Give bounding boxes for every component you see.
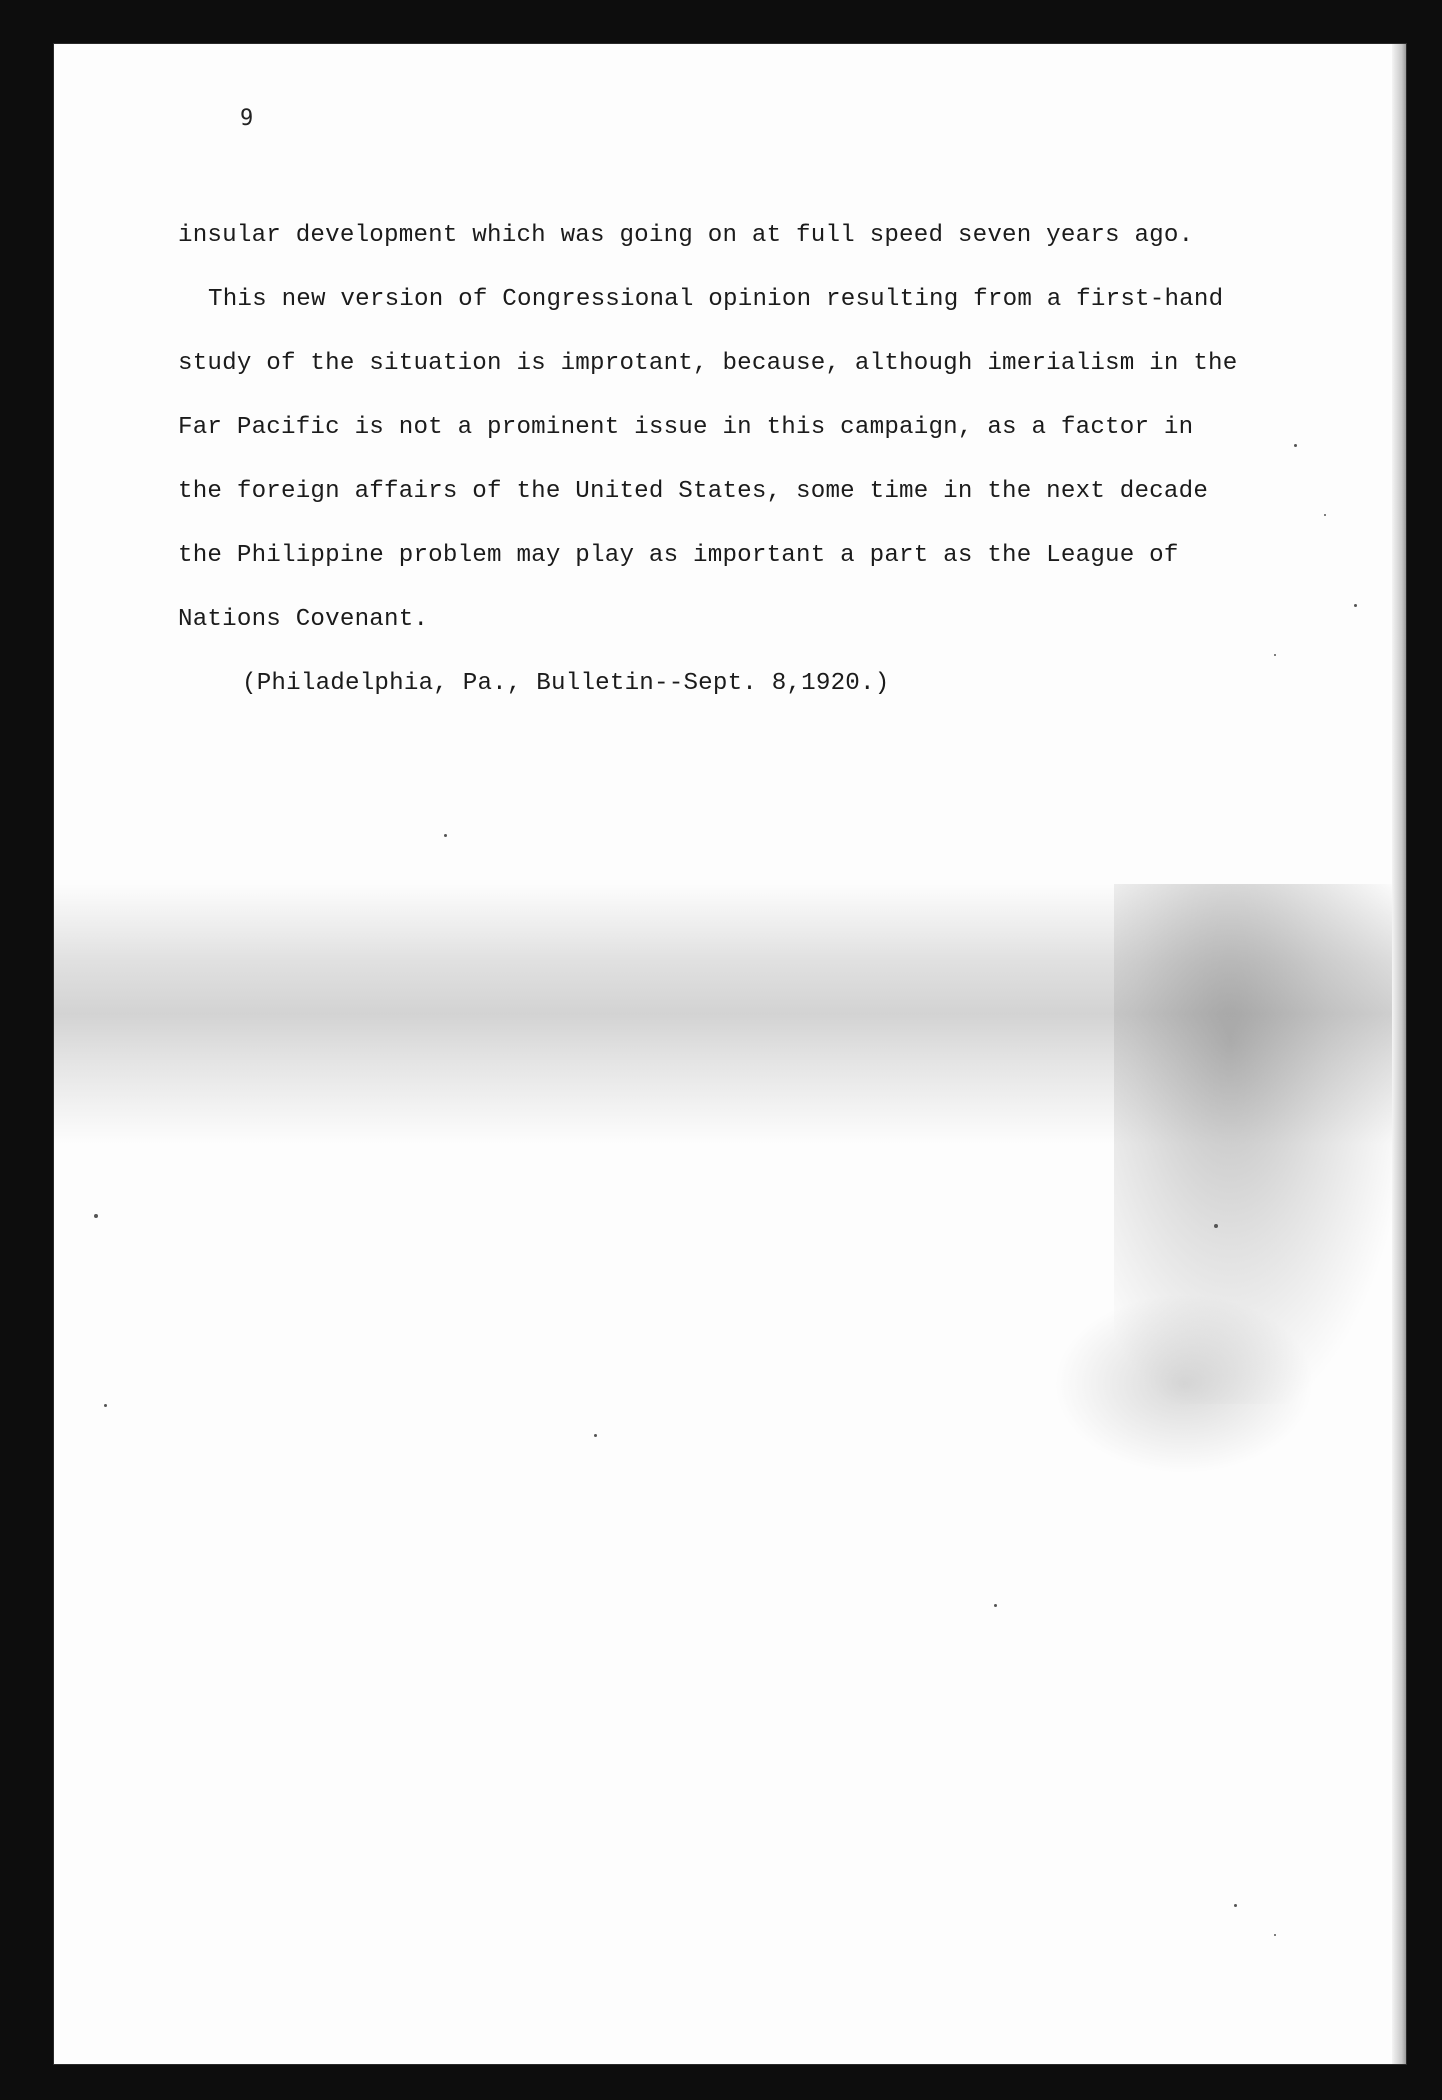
toner-smudge-lower	[1054, 1294, 1314, 1474]
speck	[1294, 444, 1297, 447]
speck	[994, 1604, 997, 1607]
speck	[104, 1404, 107, 1407]
speck	[1214, 1224, 1218, 1228]
speck	[1324, 514, 1326, 516]
text-line: Nations Covenant.	[178, 606, 429, 633]
text-line: study of the situation is improtant, because, although imerialism in the	[178, 350, 1238, 377]
text-line: This new version of Congressional opinion resulting from a first-hand	[208, 286, 1224, 313]
speck	[1274, 654, 1276, 656]
text-line: the Philippine problem may play as important a part as the League of	[178, 542, 1179, 569]
speck	[444, 834, 447, 837]
speck	[94, 1214, 98, 1218]
speck	[1274, 1934, 1276, 1936]
body-text	[178, 204, 1258, 716]
text-line: insular development which was going on at full speed seven years ago.	[178, 222, 1194, 249]
text-line: Far Pacific is not a prominent issue in this campaign, as a factor in	[178, 414, 1194, 441]
speck	[1354, 604, 1357, 607]
text-line: the foreign affairs of the United States, some time in the next decade	[178, 478, 1209, 505]
speck	[594, 1434, 597, 1437]
citation: (Philadelphia, Pa., Bulletin--Sept. 8,1920.)	[242, 670, 890, 697]
speck	[1234, 1904, 1237, 1907]
page-mark: 9	[240, 106, 254, 131]
page-edge-shadow	[1392, 44, 1406, 2064]
